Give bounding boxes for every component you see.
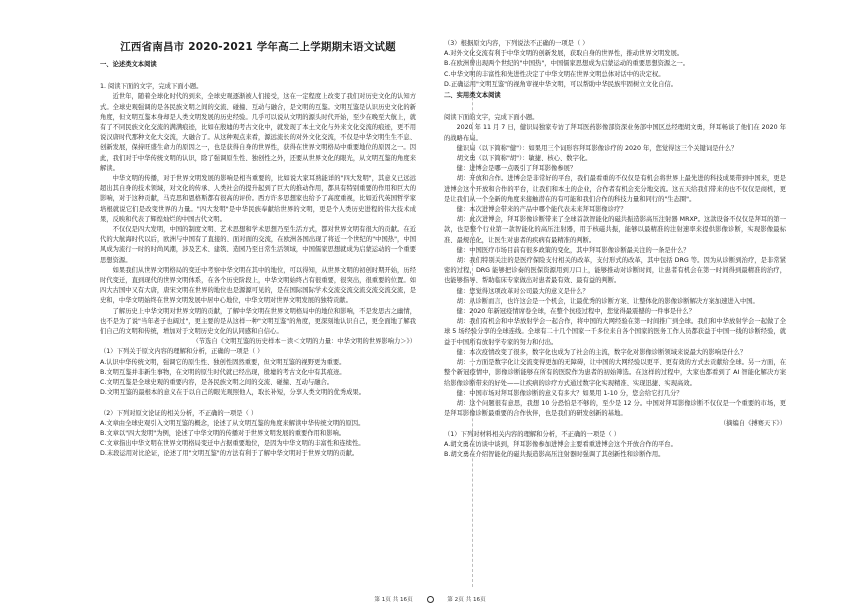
- passage-paragraph: 近世年，随着全球化时代的到来，全球史观逐渐被人们接受，这在一定程度上改变了我们对历史文化的认知方式。全球史观强调的是各民族文明之间的交流、碰撞、互动与融合，是文明的互鉴。文明互鉴是认识历史文化的新角度，但文明互鉴本身却是人类文明发展的历史经验。几乎可以说从文明的源头时代开始，至少在晚至大航上，就有了不同民族文化交流的满满痕迹，比如在殷墟的考古文化中，就发现了本土文化与外来文化交流的痕迹，更不用说汉唐时代那种文化大交流，大融合了。从这种观点来看，源远流长的对外文化交流，不仅是中华文明生生不息、创新发展，保持旺盛生命力的原因之一，也是获得自身的世界性，获得在世界文明格局中重要地位的原因之一。因此，我们对于中华传统文明的认识，除了强调原生性、独创性之外，还要从世界文化的眼光，从文明互鉴的角度来解读。: [100, 93, 416, 172]
- page-right: [430, 0, 860, 608]
- section-heading-1: 一、论述类文本阅读: [100, 61, 157, 68]
- passage-source: （摘编自《搏赛天下》）: [719, 420, 786, 428]
- answer-option: C.文明互鉴是全球史观的重要内容，是各民族文明之间的交流、碰撞、互动与融合。: [100, 379, 334, 387]
- interview-paragraph: 胡文勇（以下简称"胡"）：敏捷、核心、数字化。: [456, 155, 592, 163]
- interview-paragraph: 胡：此次进博会，拜耳影像诊断带来了全球首款智能化的磁共振造影高压注射器 MRXP。这款设备不仅仅是拜耳的第一款，也是整个行业第一款智能化的高压注射器，用于核磁共振，能够以最精准的注射速率来提供影像诊断，实现影像最标准、最规范化，让医生对患者的疾病有最精准的判断。: [444, 216, 786, 244]
- answer-option: A.胡文勇在访谈中谈到，拜耳影像参加进博会主要看重进博会这个开放合作的平台。: [444, 440, 677, 448]
- exam-title: 江西省南昌市 2020-2021 学年高二上学期期末语文试题: [120, 41, 396, 53]
- answer-option: B.文章以"四大发明"为例，论述了中华文明的传播对于世界文明发展的重要作用和影响。: [100, 429, 346, 437]
- answer-option: A.对外文化交流有利于中华文明的创新发展，获取自身的世界性，推动世界文明发展。: [444, 50, 684, 58]
- page-footer: [0, 596, 860, 604]
- passage-source: （节选自《文明互鉴的历史样本－读＜文明的力量：中华文明的世界影响力＞》）: [192, 338, 416, 346]
- interview-paragraph: 健：中国医疗市场目前有很多政策的变化，其中拜耳影像诊断最关注的一条是什么？: [456, 246, 690, 254]
- question-stem: （1）下列对材料相关内容的理解和分析，不正确的一项是（ ）: [444, 430, 621, 438]
- passage-paragraph: 不仅仅是四大发明，中国的制度文明、艺术思想和学术思想乃至生活方式，都对世界文明有很大的贡献。在近代的大航海时代以后，欧洲与中国有了直接的、面对面的交流，在欧洲各国出现了将近一个世纪的"中国热"，中国风成为流行一时的时尚风潮，涉及艺术、建筑、造园乃至日常生活领域，中国儒家思想就成为启蒙运动的一个重要思想资源。: [100, 226, 416, 264]
- answer-option: A.认识中华传统文明，强调它的原生性、独创性固然重要，但文明互鉴的视野更为重要。: [100, 358, 346, 366]
- passage-paragraph: 中华文明的传播，对于世界文明发展的影响是相当重要的，比如说大家耳熟能详的"四大发明"，其意义已远远超出其自身的技术领域，对文化的传承、人类社会的提升起到了巨大的推动作用，都具有特别重要的作用和巨大的影响，对于这种贡献，马克思和恩格斯都有很高的评价。西方许多思想家也给予了高度重视，比如近代英国哲学家培根就说它们是改变世界的力量。"四大发明"是中华民族奉献给世界的文明，更是个人类历史进程的伟大技术成果，反映和代表了辉煌灿烂的中国古代文明。: [100, 175, 416, 223]
- interview-paragraph: 胡：我们特别关注的是医疗保险支付相关的改革，支付形式的改革，其中包括 DRG 等。因为从诊断到治疗，是非常紧密的过程，DRG 能够把诊奏的医保资源用到刀口上，能够推动对诊断时间，让患者有机会在第一时间得到最精准的治疗，也能够指导、帮助临床专家做出对患者最有效、最有益的判断。: [444, 257, 786, 285]
- answer-option: A.文章由全球史观引入文明互鉴的概念，论述了从文明互鉴的角度来解读中华传统文明的原因。: [100, 419, 365, 427]
- passage-paragraph: 了解历史上中华文明对世界文明的贡献，了解中华文明在世界文明格局中的地位和影响，不是发思古之幽情，也不是为了说"当年老子也阔过"，更主要的是从这样一种"文明互鉴"的角度，更深刻地认识自己，更全面地了解我们自己的文明和传统，增加对于文明历史文化的认同感和自信心。: [100, 307, 416, 336]
- answer-option: B.在欧洲曾出现两个世纪的"中国热"，中国儒家思想成为启蒙运动的重要思想资源之一。: [444, 60, 690, 68]
- binding-hole-icon: [427, 596, 434, 603]
- interview-paragraph: 健识局（以下简称"健"）：如果用三个词形容拜耳影像诊疗的 2020 年，您觉得这三个关键词是什么？: [456, 144, 738, 152]
- interview-paragraph: 健：中国市场对拜耳影像诊断的意义有多大？如果用 1-10 分，您会给它打几分？: [456, 389, 683, 397]
- interview-paragraph: 胡：一方面是数字化让交流变得更加的无障碍，让中国的大网经验以更平、更有效的方式去贡献给全球。另一方面，在整个新冠疫情中，影像诊断能够在所有的医院作为患者的初始筛选。在这样的过程中，大家也都看到了 AI 智能化解决方案给影像诊断带来的好处——让疾病的诊疗方式通过数字化实现精准、实现迅捷、实现高效。: [444, 359, 786, 387]
- interview-paragraph: 2020 年 11 月 7 日，健识局独家专访了拜耳医药影像部资深业务部中国区总经理胡文勇，拜耳畅谈了他们在 2020 年的战略布局。: [444, 124, 786, 142]
- question-intro: 1. 阅读下面的文字，完成下面小题。: [100, 83, 203, 91]
- answer-option: B.胡文勇在介绍智能化的磁共振造影高压注射器时强调了其创新性和诊断作用。: [444, 450, 665, 458]
- interview-paragraph: 胡：从诊断而言，也许这会是一个机会，让最优秀的诊断方案、让整体化的影像诊断解决方案加速进入中国。: [456, 297, 759, 305]
- question-stem: （1）下列关于原文内容的理解和分析，正确的一项是（ ）: [100, 348, 264, 356]
- answer-option: D.末段运用对比论证，论述了用"文明互鉴"的方法有利于了解中华文明对于世界文明的贡献。: [100, 450, 359, 458]
- question-stem: （3）根据原文内容，下列说法不正确的一项是（ ）: [444, 40, 589, 47]
- question-intro: 阅读下面的文字，完成下面小题。: [444, 114, 539, 122]
- interview-paragraph: 健：本次进博会带来的产品中哪个能代表未来拜耳影像诊疗？: [456, 206, 627, 214]
- answer-option: D.正确运用"文明互鉴"的视角审视中华文明，可以帮助中华民族牢固树立文化自信。: [444, 80, 678, 88]
- answer-option: C.文章指出中华文明在世界文明格局变迁中占据重要地位，是因为中华文明的丰富性和连续性。: [100, 440, 365, 448]
- page-number-left: 第 1页 共 16页: [374, 597, 413, 603]
- interview-paragraph: 胡：这个问题很有意思，我想 10 分恐怕是不够的，至少是 12 分。中国对拜耳影像诊断不仅仅是一个重要的市场，更是拜耳影像诊断最重要的合作伙伴，也是我们的研发创新的基地。: [444, 399, 786, 418]
- interview-paragraph: 健：进博会是哪一点吸引了拜耳影像参展？: [456, 165, 577, 173]
- page-number-right: 第 2页 共 16页: [447, 597, 486, 603]
- section-heading-2: 二、实用类文本阅读: [444, 92, 501, 100]
- answer-option: C.中华文明的丰富性和先进性决定了中华文明在世界文明总体对话中的决定权。: [444, 70, 665, 78]
- answer-option: D.文明互鉴的最根本的意义在于以自己的眼光观照他人，取长补短，分享人类文明的优秀成果。: [100, 389, 366, 397]
- interview-paragraph: 胡：开放和合作。进博会是非常好的平台，我们最看重的不仅仅是有机会将世界上最先进的科技成果带到中国来，更是进博会这个开放和合作的平台，让我们和本土的企业，合作者有机会充分地交流。这五天给我们带来的也不仅仅是商机，更是让我们从一个全新的角度来接触潜在的有可能和我们合作的科技力量和同行的"生态圈"。: [444, 175, 786, 203]
- interview-paragraph: 健：您觉得这项改革对公司最大的意义是什么？: [456, 287, 589, 295]
- interview-paragraph: 健：本次疫情改变了很多，数字化也成为了社会的主流，数字化对影像诊断领域来说最大的影响是什么？: [456, 348, 747, 356]
- question-stem: （2）下列对原文论证的相关分析，不正确的一项是（ ）: [100, 409, 258, 417]
- interview-paragraph: 健：2020 年新冠疫情席卷全球，在整个抗疫过程中，您觉得最震撼的一件事是什么？: [456, 308, 696, 316]
- passage-paragraph: 如果我们从世界文明格局的变迁中考察中华文明在其中的地位，可以得知，从世界文明的初创时期开始，历经时代变迁，直到现代的世界文明体系，在各个历史阶段上，中华文明始终占有很重要，很突出，很重要的位置。如四大古国中又有大唐，唐宋文明在世界的地位也是源源可见的，是在国际国际学术交流交流交流交流交流交流，是史和，中华文明始终在世界文明发展中居中心地位，中华文明对世界文明发展的独特贡献。: [100, 266, 416, 305]
- interview-paragraph: 胡：我们有机会和中华放射学会一起合作，将中国的大网经验在第一时间推广到全球。我们和中华放射学会一起做了全球 5 场经验分享的全球连线。全球有二十几个国家一千多位来自各个国家的医务工作人员都获益于中国一线的诊断经验，就益于中国所有放射学专家的努力和付出。: [444, 318, 786, 346]
- answer-option: B.文明互鉴并非新生事物，在文明的原生时代就已经出现，殷墟的考古文化中有其痕迹。: [100, 368, 346, 376]
